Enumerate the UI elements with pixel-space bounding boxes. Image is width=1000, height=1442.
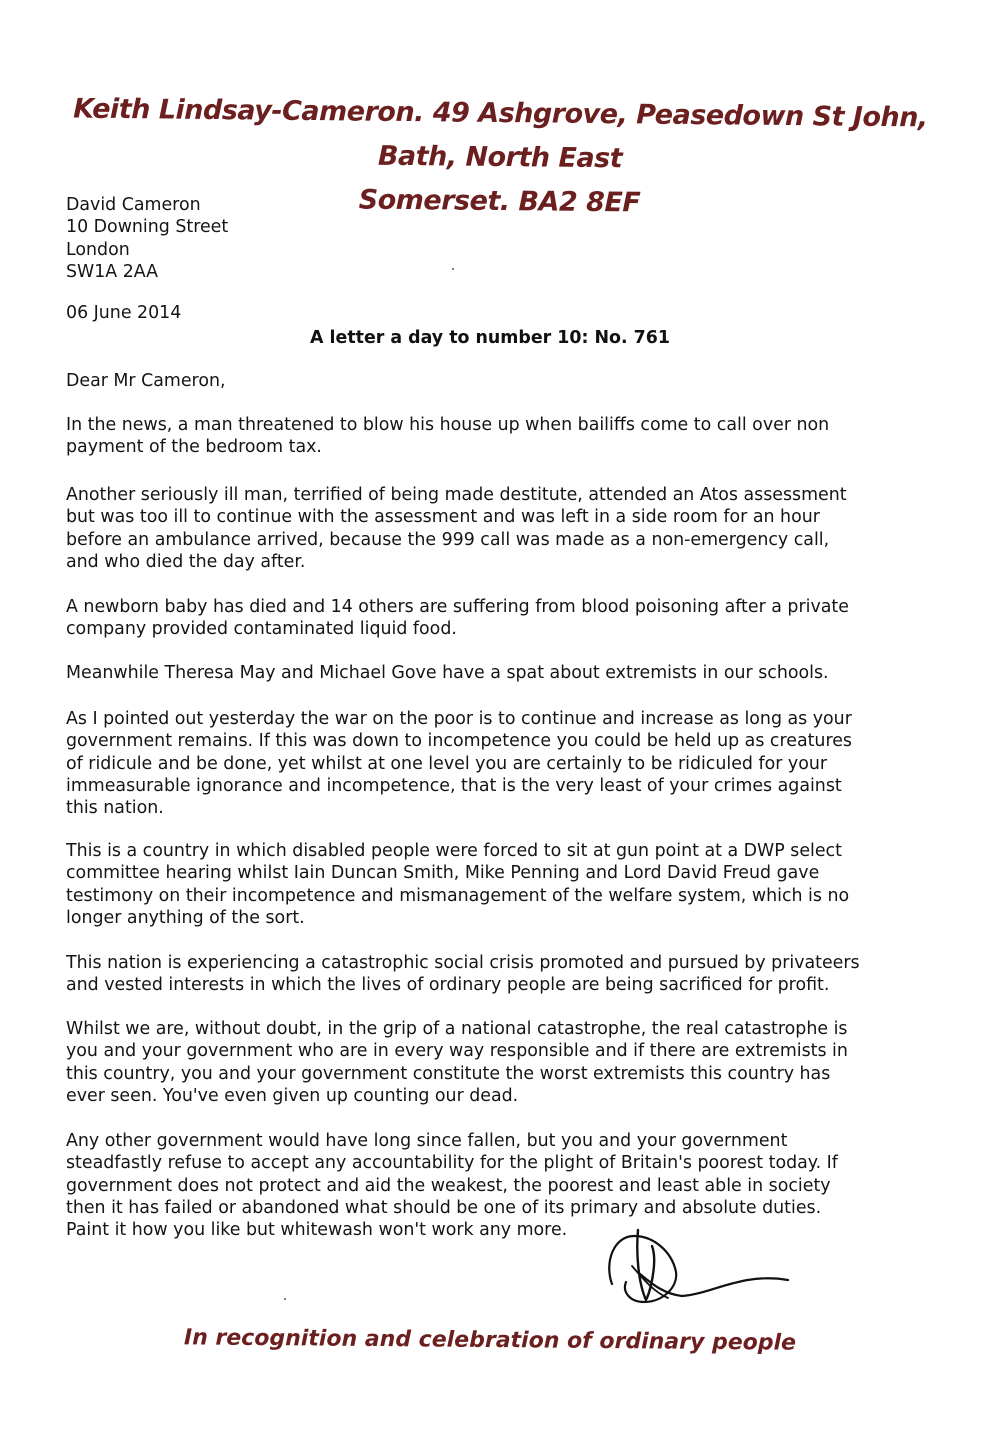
paragraph: This nation is experiencing a catastrophic social crisis promoted and pursued by privateers and vested interests in which the lives of ordinary people are being sacrificed for profit. (66, 953, 860, 996)
paragraph: As I pointed out yesterday the war on the poor is to continue and increase as long as your government remains. If this was down to incompetence you could be held up as creatures of ridicule and be done, yet whilst at one level you are certainly to be ridiculed for your immeasurable ignorance and incompetence, that is the very least of your crimes against this nation. (66, 709, 852, 819)
paragraph: Another seriously ill man, terrified of being made destitute, attended an Atos assessment but was too ill to continue with the assessment and was left in a side room for an hour before an ambulance arrived, because the 999 call was made as a non-emergency call, and who died the day after. (66, 485, 847, 572)
letter-date: 06 June 2014 (66, 303, 182, 323)
footer-motto: In recognition and celebration of ordinary people (183, 1325, 797, 1356)
letterhead-line-1: Keith Lindsay-Cameron. 49 Ashgrove, Peasedown St John, Bath, North East (73, 93, 928, 175)
paragraph: A newborn baby has died and 14 others are suffering from blood poisoning after a private company provided contaminated liquid food. (66, 597, 849, 640)
paragraph: Meanwhile Theresa May and Michael Gove have a spat about extremists in our schools. (66, 663, 829, 683)
paragraph: Any other government would have long since fallen, but you and your government steadfastly refuse to accept any accountability for the plight of Britain's poorest today. If government does not protect and aid the weakest, the poorest and least able in society then it has failed or abandoned what should be one of its primary and absolute duties. Paint it how you like but whitewash won't work any more. (66, 1131, 838, 1241)
salutation: Dear Mr Cameron, (66, 371, 226, 391)
paper-speck (284, 1298, 286, 1300)
letterhead-line-2: Somerset. BA2 8EF (358, 184, 641, 219)
handwritten-signature (592, 1222, 802, 1312)
paragraph: Whilst we are, without doubt, in the grip of a national catastrophe, the real catastrophe is you and your government who are in every way responsible and if there are extremists in this country, you and your government constitute the worst extremists this country has ever seen. You've even given up counting our dead. (66, 1019, 848, 1106)
letter-subject: A letter a day to number 10: No. 761 (310, 328, 670, 348)
recipient-address: David Cameron 10 Downing Street London SW1A 2AA (66, 195, 229, 282)
paper-speck (452, 268, 454, 270)
paragraph: This is a country in which disabled people were forced to sit at gun point at a DWP select committee hearing whilst Iain Duncan Smith, Mike Penning and Lord David Freud gave testimony on their incompetence and mismanagement of the welfare system, which is no longer anything of the sort. (66, 841, 850, 928)
paragraph: In the news, a man threatened to blow his house up when bailiffs come to call over non payment of the bedroom tax. (66, 415, 830, 458)
